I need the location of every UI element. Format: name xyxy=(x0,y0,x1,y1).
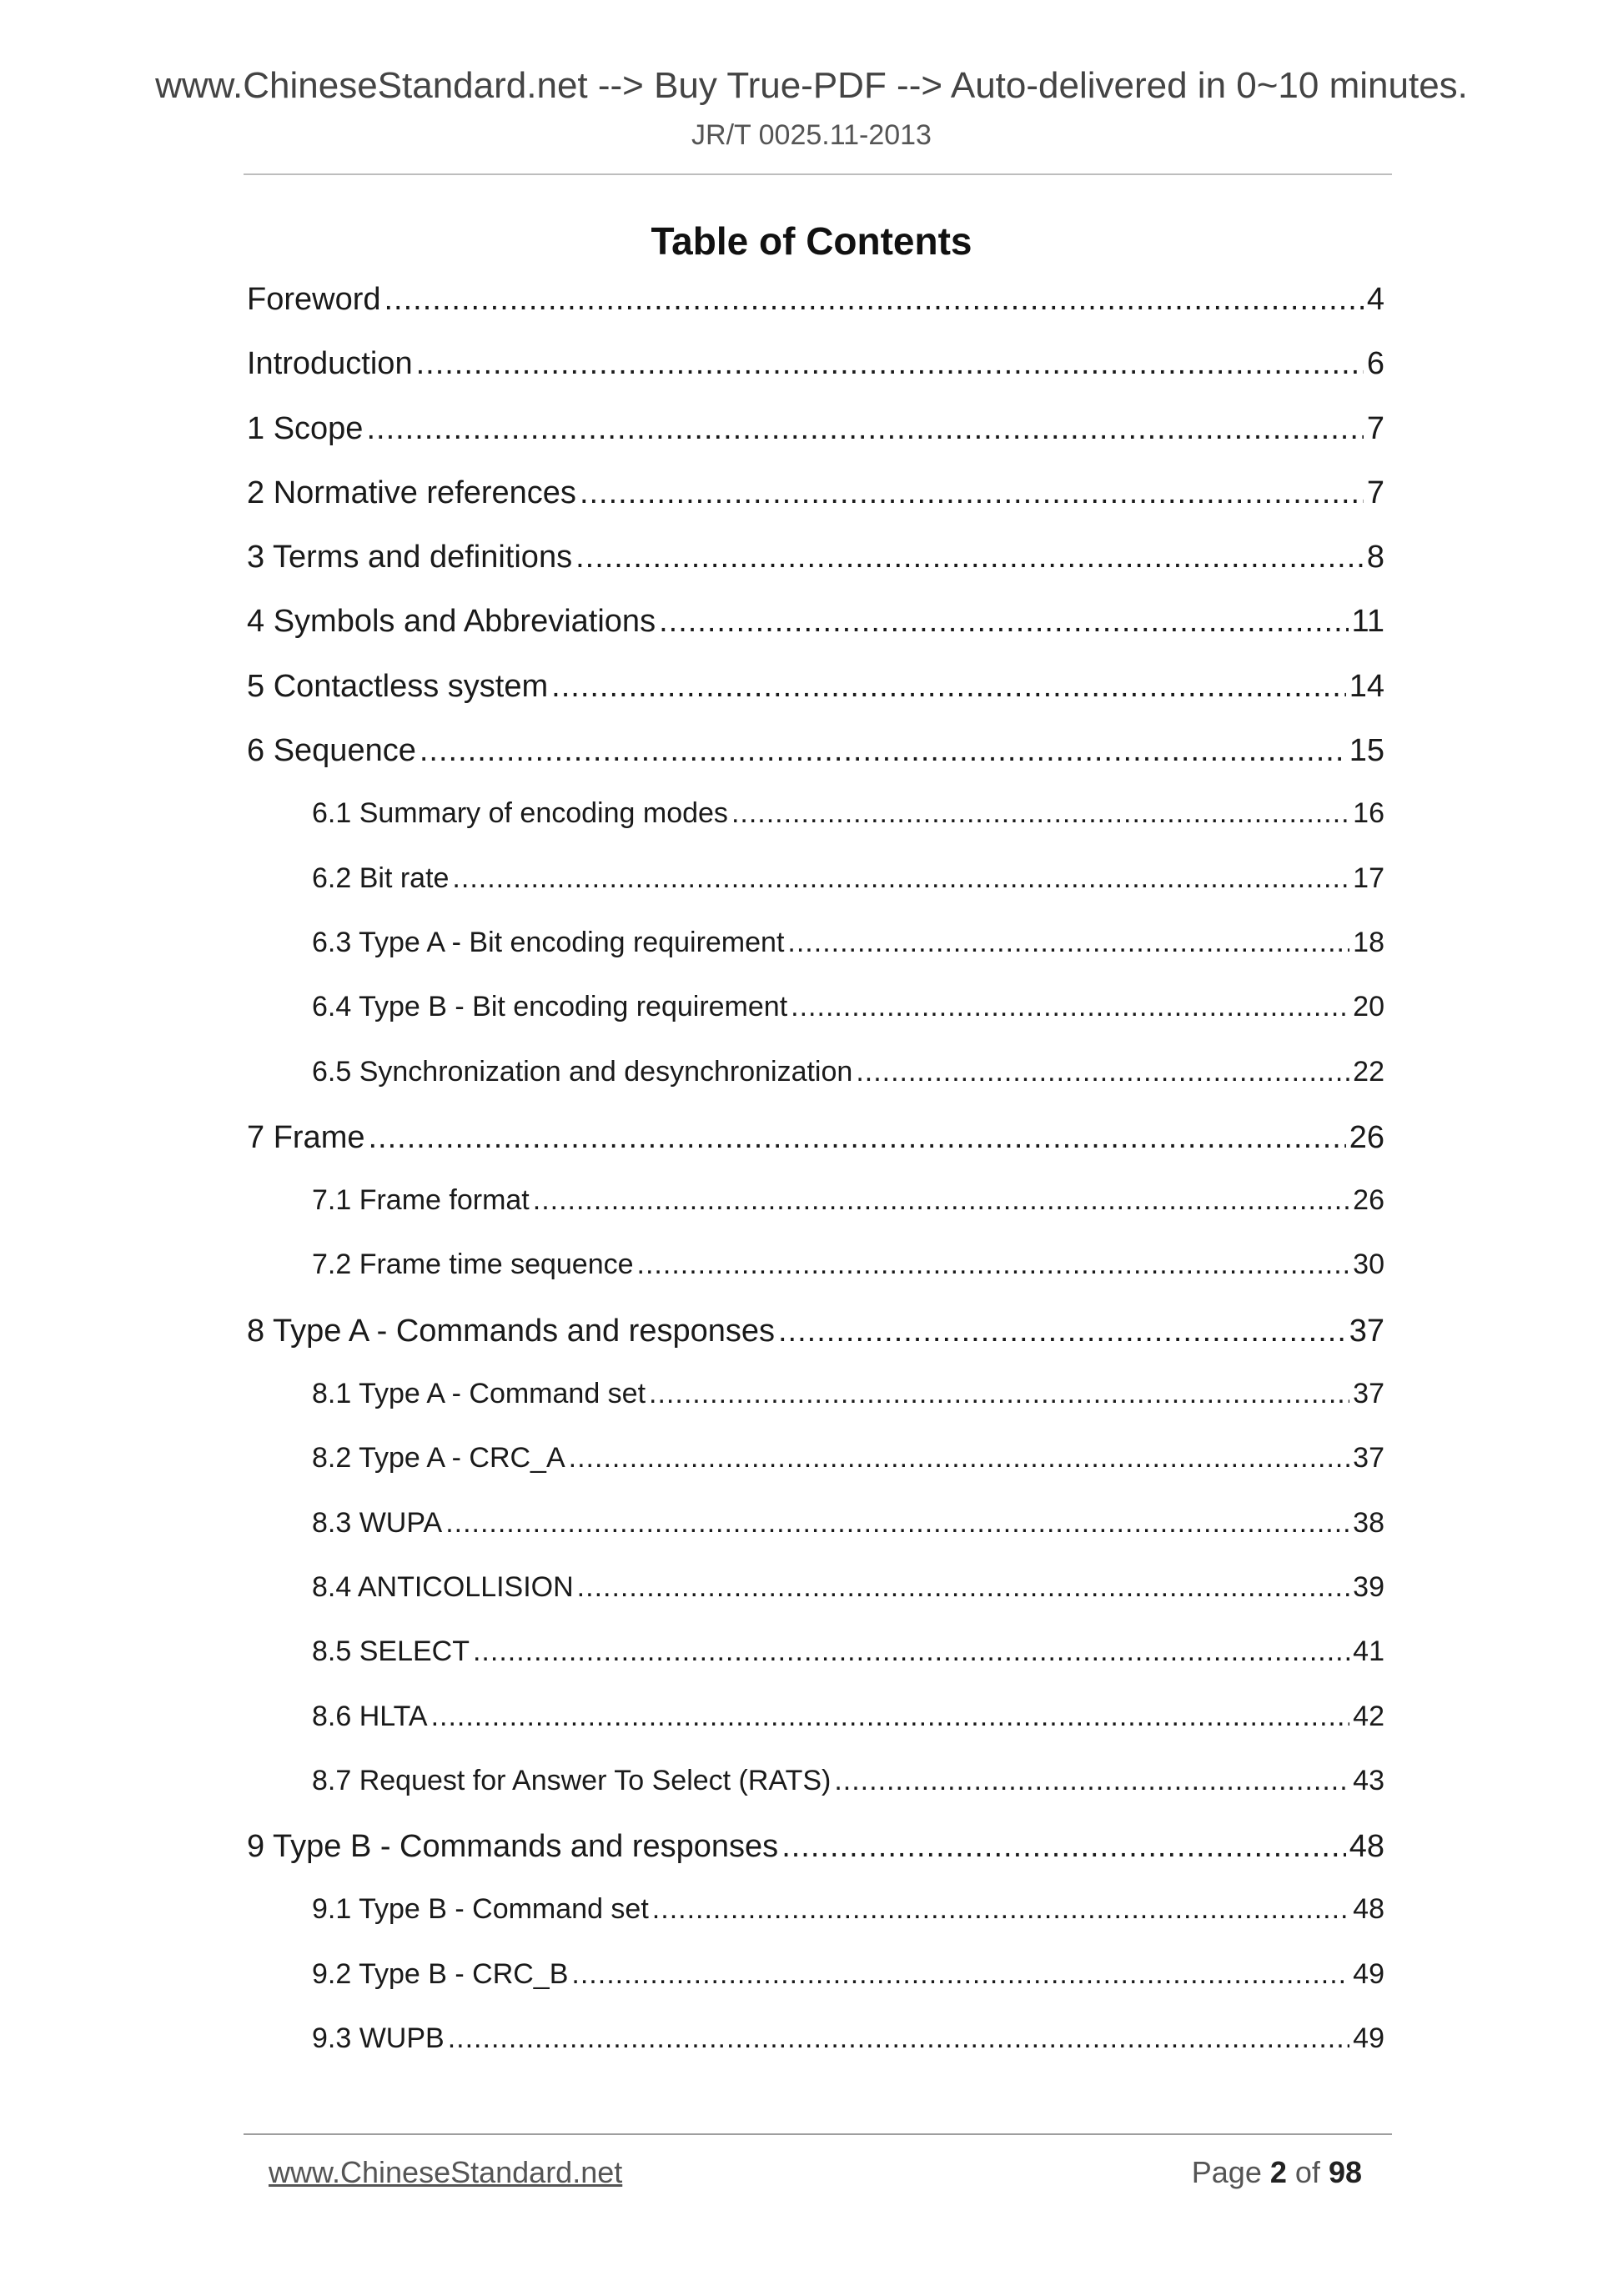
toc-title: Table of Contents xyxy=(651,219,972,263)
toc-entry-label: 6.5 Synchronization and desynchronization xyxy=(312,1055,853,1088)
footer-divider xyxy=(244,2133,1392,2135)
toc-leader-dots xyxy=(448,2022,1349,2055)
toc-entry-9-1[interactable] xyxy=(247,1893,1384,1957)
toc-entry-page: 41 xyxy=(1353,1635,1384,1668)
toc-entry-label: 3 Terms and definitions xyxy=(247,540,573,575)
toc-entry-6-1[interactable] xyxy=(247,797,1384,862)
toc-leader-dots xyxy=(571,1958,1349,1991)
toc-entry-8-6[interactable] xyxy=(247,1701,1384,1765)
toc-entry-label: 6 Sequence xyxy=(247,733,416,769)
toc-entry-label: 8.1 Type A - Command set xyxy=(312,1378,646,1410)
toc-leader-dots xyxy=(473,1635,1349,1668)
toc-leader-dots xyxy=(834,1765,1349,1797)
toc-entry-label: 9.2 Type B - CRC_B xyxy=(312,1957,569,1990)
toc-entry-7-1[interactable] xyxy=(247,1184,1384,1248)
toc-entry-terms-definitions[interactable] xyxy=(247,540,1384,604)
toc-entry-page: 14 xyxy=(1349,668,1384,704)
toc-entry-page: 11 xyxy=(1351,604,1384,640)
toc-leader-dots xyxy=(569,1442,1350,1475)
toc-entry-page: 4 xyxy=(1366,282,1384,317)
standard-id: JR/T 0025.11-2013 xyxy=(691,119,932,151)
toc-leader-dots xyxy=(652,1893,1349,1926)
toc-entry-type-b-commands[interactable] xyxy=(247,1829,1384,1893)
toc-entry-introduction[interactable] xyxy=(247,346,1384,410)
toc-entry-label: 8 Type A - Commands and responses xyxy=(247,1313,775,1349)
toc-entry-page: 6 xyxy=(1366,346,1384,382)
header-divider xyxy=(244,173,1392,175)
toc-leader-dots xyxy=(368,1120,1345,1156)
toc-entry-scope[interactable] xyxy=(247,411,1384,475)
toc-entry-page: 48 xyxy=(1353,1893,1384,1926)
toc-leader-dots xyxy=(778,1314,1346,1349)
toc-entry-label: 2 Normative references xyxy=(247,475,576,510)
toc-entry-8-5[interactable] xyxy=(247,1635,1384,1700)
toc-entry-label: 4 Symbols and Abbreviations xyxy=(247,604,656,640)
toc-leader-dots xyxy=(659,604,1348,640)
toc-entry-8-4[interactable] xyxy=(247,1571,1384,1635)
toc-entry-label: 7 Frame xyxy=(247,1119,365,1155)
toc-entry-6-5[interactable] xyxy=(247,1056,1384,1120)
toc-entry-label: 8.5 SELECT xyxy=(312,1635,470,1668)
toc-entry-normative-references[interactable] xyxy=(247,475,1384,540)
toc-entry-page: 7 xyxy=(1366,475,1384,510)
toc-entry-page: 30 xyxy=(1353,1248,1384,1281)
toc-entry-6-2[interactable] xyxy=(247,862,1384,927)
toc-entry-label: 8.4 ANTICOLLISION xyxy=(312,1570,574,1603)
page-indicator xyxy=(1192,2155,1362,2190)
toc-entry-label: 9.3 WUPB xyxy=(312,2022,445,2055)
toc-entry-page: 17 xyxy=(1353,862,1384,894)
toc-leader-dots xyxy=(577,1571,1350,1604)
toc-entry-6-4[interactable] xyxy=(247,991,1384,1055)
toc-entry-page: 15 xyxy=(1349,733,1384,769)
page-total: 98 xyxy=(1328,2155,1362,2189)
toc-entry-page: 22 xyxy=(1353,1055,1384,1088)
toc-entry-label: 7.2 Frame time sequence xyxy=(312,1248,634,1281)
toc-leader-dots xyxy=(452,862,1349,895)
toc-entry-page: 39 xyxy=(1353,1570,1384,1603)
toc-entry-6-3[interactable] xyxy=(247,927,1384,991)
toc-entry-label: 1 Scope xyxy=(247,410,364,446)
toc-entry-8-2[interactable] xyxy=(247,1442,1384,1506)
toc-entry-label: 8.2 Type A - CRC_A xyxy=(312,1442,565,1475)
toc-list xyxy=(247,282,1384,2087)
toc-entry-label: Foreword xyxy=(247,282,381,317)
toc-entry-label: 8.7 Request for Answer To Select (RATS) xyxy=(312,1764,832,1796)
toc-leader-dots xyxy=(731,797,1349,830)
toc-entry-label: 9 Type B - Commands and responses xyxy=(247,1829,779,1865)
toc-entry-page: 42 xyxy=(1353,1700,1384,1732)
toc-leader-dots xyxy=(787,927,1349,959)
toc-entry-label: 8.3 WUPA xyxy=(312,1506,443,1539)
toc-entry-page: 26 xyxy=(1349,1119,1384,1155)
toc-entry-8-1[interactable] xyxy=(247,1378,1384,1442)
toc-entry-label: 6.3 Type A - Bit encoding requirement xyxy=(312,926,785,958)
toc-entry-type-a-commands[interactable] xyxy=(247,1314,1384,1378)
footer-site-link[interactable]: www.ChineseStandard.net xyxy=(269,2155,623,2189)
toc-leader-dots xyxy=(791,991,1349,1023)
toc-entry-frame[interactable] xyxy=(247,1120,1384,1184)
toc-leader-dots xyxy=(856,1056,1349,1088)
toc-entry-label: 5 Contactless system xyxy=(247,668,549,704)
toc-entry-page: 20 xyxy=(1353,991,1384,1023)
toc-entry-label: Introduction xyxy=(247,346,413,382)
toc-entry-8-7[interactable] xyxy=(247,1765,1384,1829)
toc-entry-symbols-abbreviations[interactable] xyxy=(247,604,1384,668)
toc-leader-dots xyxy=(580,475,1364,511)
toc-entry-page: 16 xyxy=(1353,797,1384,830)
toc-entry-contactless-system[interactable] xyxy=(247,669,1384,733)
toc-leader-dots xyxy=(445,1507,1349,1540)
page-prefix: Page xyxy=(1191,2155,1262,2189)
toc-leader-dots xyxy=(431,1701,1350,1733)
toc-entry-page: 18 xyxy=(1353,926,1384,958)
toc-entry-9-3[interactable] xyxy=(247,2022,1384,2087)
toc-entry-page: 43 xyxy=(1353,1764,1384,1796)
toc-entry-page: 7 xyxy=(1366,410,1384,446)
toc-entry-page: 38 xyxy=(1353,1506,1384,1539)
toc-entry-sequence[interactable] xyxy=(247,733,1384,797)
toc-leader-dots xyxy=(637,1248,1350,1281)
toc-leader-dots xyxy=(384,282,1364,318)
toc-entry-label: 6.1 Summary of encoding modes xyxy=(312,797,728,830)
toc-leader-dots xyxy=(366,411,1363,447)
toc-leader-dots xyxy=(533,1184,1349,1217)
toc-entry-page: 37 xyxy=(1353,1378,1384,1410)
toc-entry-9-2[interactable] xyxy=(247,1958,1384,2022)
toc-leader-dots xyxy=(416,346,1364,382)
toc-entry-page: 37 xyxy=(1349,1313,1384,1349)
toc-leader-dots xyxy=(551,669,1346,705)
toc-entry-label: 8.6 HLTA xyxy=(312,1700,428,1732)
toc-entry-page: 37 xyxy=(1353,1442,1384,1475)
toc-entry-page: 26 xyxy=(1353,1184,1384,1217)
toc-entry-page: 49 xyxy=(1353,2022,1384,2055)
toc-leader-dots xyxy=(575,540,1364,575)
page-current: 2 xyxy=(1269,2155,1287,2189)
toc-entry-page: 48 xyxy=(1349,1829,1384,1865)
page-of: of xyxy=(1294,2155,1320,2189)
toc-entry-page: 8 xyxy=(1366,540,1384,575)
toc-entry-label: 6.2 Bit rate xyxy=(312,862,450,894)
toc-entry-label: 9.1 Type B - Command set xyxy=(312,1893,649,1926)
toc-entry-page: 49 xyxy=(1353,1957,1384,1990)
toc-entry-label: 7.1 Frame format xyxy=(312,1184,530,1217)
toc-leader-dots xyxy=(781,1829,1346,1865)
header-banner: www.ChineseStandard.net --> Buy True-PDF --> Auto-delivered in 0~10 minutes. xyxy=(155,65,1468,106)
toc-leader-dots xyxy=(420,733,1346,769)
toc-entry-label: 6.4 Type B - Bit encoding requirement xyxy=(312,991,788,1023)
toc-entry-7-2[interactable] xyxy=(247,1248,1384,1313)
toc-leader-dots xyxy=(649,1378,1349,1410)
toc-entry-foreword[interactable] xyxy=(247,282,1384,346)
toc-entry-8-3[interactable] xyxy=(247,1507,1384,1571)
